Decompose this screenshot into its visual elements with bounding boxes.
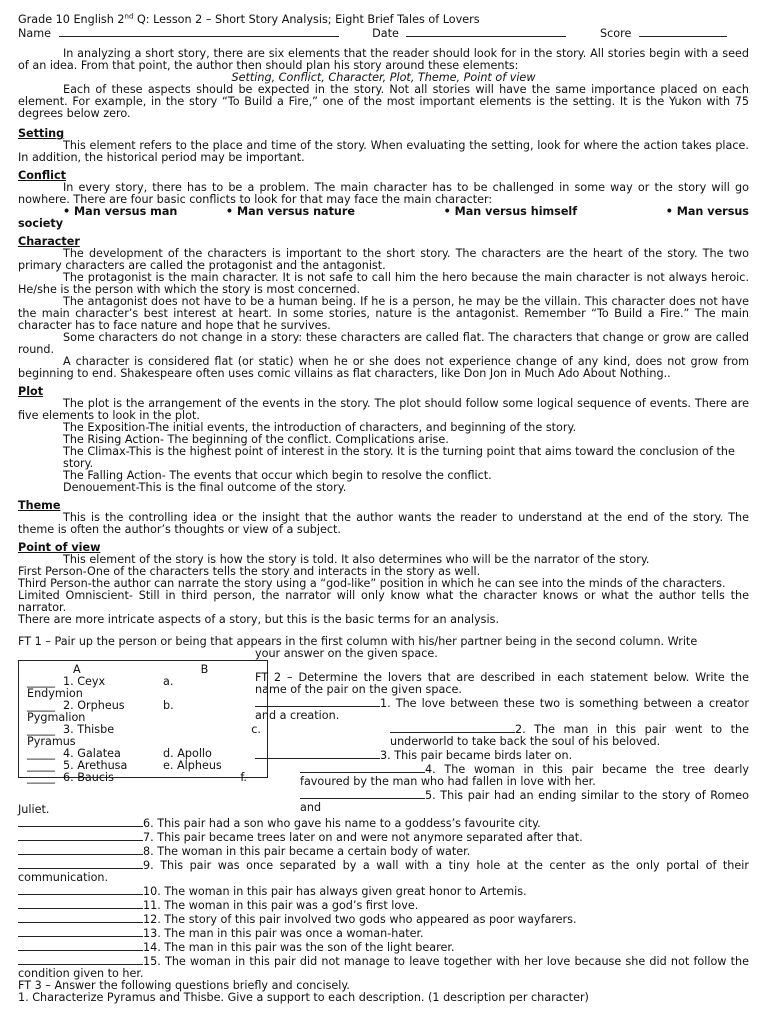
ft1-answer-blank[interactable]: _____ xyxy=(27,723,55,736)
ft1-item-b-wrap: Pyramus xyxy=(27,735,76,748)
ft2-instruction: FT 2 – Determine the lovers that are described in each statement below. Write the name of the pair on the given space. xyxy=(255,671,749,696)
ft2-item: 14. The man in this pair was the son of the light bearer. xyxy=(18,940,749,954)
ft1-item-b: f. xyxy=(240,771,247,784)
date-field[interactable] xyxy=(406,26,566,37)
plot-paragraph: The plot is the arrangement of the events in the story. The plot should follow some logical sequence of events. There are five elements to look in the plot. xyxy=(18,397,749,422)
plot-item: The Exposition-The initial events, the introduction of characters, and beginning of the story. xyxy=(63,421,577,434)
score-label: Score xyxy=(600,27,632,40)
ft2-answer-blank[interactable] xyxy=(18,884,143,895)
character-paragraph-2: The protagonist is the main character. It is not safe to call him the hero because the main character is not always heroic. He/she is the person with which the story is most concerned. xyxy=(18,271,749,296)
ft1-answer-blank[interactable]: _____ xyxy=(27,759,55,772)
ft2-item: 8. The woman in this pair became a certain body of water. xyxy=(18,844,749,858)
plot-item: The Climax-This is the highest point of interest in the story. It is the turning point that aims toward the conclusion of the story. xyxy=(63,445,735,470)
ft1-item-b-wrap: Pygmalion xyxy=(27,711,86,724)
ft2-answer-blank[interactable] xyxy=(18,940,143,951)
ft1-item-b: e. Alpheus xyxy=(163,759,222,772)
ft1-answer-blank[interactable]: _____ xyxy=(27,675,55,688)
plot-item: The Falling Action- The events that occur which begin to resolve the conflict. xyxy=(63,469,492,482)
ft2-item: 3. This pair became birds later on. xyxy=(255,748,749,762)
ft2-item: 2. The man in this pair went to the underworld to take back the soul of his beloved. xyxy=(390,723,749,748)
pov-limited: Limited Omniscient- Still in third person, the narrator will only know what the character knows or what the author tells the narrator. xyxy=(18,589,749,614)
ft3-question-1: 1. Characterize Pyramus and Thisbe. Give a support to each description. (1 description per character) xyxy=(18,991,589,1004)
pov-paragraph: This element of the story is how the story is told. It also determines who will be the narrator of the story. xyxy=(63,553,650,566)
conflict-types xyxy=(18,206,749,218)
pov-heading: Point of view xyxy=(18,541,101,554)
character-paragraph-1: The development of the characters is important to the short story. The characters are the heart of the story. The two primary characters are called the protagonist and the antagonist. xyxy=(18,247,749,272)
ft1-item-a: 2. Orpheus xyxy=(63,699,125,712)
ft2-answer-blank[interactable] xyxy=(18,830,143,841)
ft1-item-b-wrap: Endymion xyxy=(27,687,83,700)
plot-heading: Plot xyxy=(18,385,44,398)
ft2-answer-blank[interactable] xyxy=(18,816,143,827)
ft1-matching-box xyxy=(18,660,268,784)
plot-item: The Rising Action- The beginning of the conflict. Complications arise. xyxy=(63,433,449,446)
ft2-item: 6. This pair had a son who gave his name to a goddess’s favourite city. xyxy=(18,816,749,830)
ft2-item: 7. This pair became trees later on and were not anymore separated after that. xyxy=(18,830,749,844)
pov-first-person: First Person-One of the characters tells the story and interacts in the story as well. xyxy=(18,565,481,578)
ft2-answer-blank[interactable] xyxy=(18,858,143,869)
ft1-col-b: B xyxy=(200,663,209,676)
intro-paragraph: In analyzing a short story, there are six elements that the reader should look for in the story. All stories begin with a seed of an idea. From that point, the author then should plan his story around these elements: xyxy=(18,47,749,72)
ft2-item: 13. The man in this pair was once a woman-hater. xyxy=(18,926,749,940)
ft2-item: 4. The woman in this pair became the tree dearly favoured by the man who had fallen in love with her. xyxy=(300,763,749,788)
pov-more: There are more intricate aspects of a story, but this is the basic terms for an analysis. xyxy=(18,613,500,626)
ft2-item: 10. The woman in this pair has always given great honor to Artemis. xyxy=(18,884,749,898)
ft2-answer-blank[interactable] xyxy=(255,696,380,707)
ft2-answer-blank[interactable] xyxy=(300,788,425,799)
ft1-col-a: A xyxy=(73,663,81,676)
ft2-answer-blank[interactable] xyxy=(18,912,143,923)
worksheet-page xyxy=(18,14,749,1004)
name-date-score-line xyxy=(18,26,749,40)
ft1-item-a: 4. Galatea xyxy=(63,747,121,760)
setting-paragraph: This element refers to the place and time of the story. When evaluating the setting, look for where the action takes place. In addition, the historical period may be important. xyxy=(18,139,749,164)
conflict-man-vs-man: • Man versus man xyxy=(63,205,178,218)
theme-heading: Theme xyxy=(18,499,61,512)
pov-third-person: Third Person-the author can narrate the story using a “god-like” position in which he can see into the minds of the characters. xyxy=(18,577,726,590)
character-heading: Character xyxy=(18,235,80,248)
conflict-heading: Conflict xyxy=(18,169,66,182)
intro-paragraph-2: Each of these aspects should be expected in the story. Not all stories will have the same importance placed on each element. For example, in the story “To Build a Fire,” one of the most important elements is the setting. It is the Yukon with 75 degrees below zero. xyxy=(18,83,749,120)
ft2-answer-blank[interactable] xyxy=(18,844,143,855)
worksheet-title: Grade 10 English 2nd Q: Lesson 2 – Short Story Analysis; Eight Brief Tales of Lovers xyxy=(18,12,480,26)
theme-paragraph: This is the controlling idea or the insight that the author wants the reader to understand at the end of the story. The theme is often the author’s thoughts or view of a subject. xyxy=(18,511,749,536)
ft2-answer-blank[interactable] xyxy=(255,748,380,759)
date-label: Date xyxy=(372,27,399,40)
character-paragraph-5: A character is considered flat (or static) when he or she does not experience change of any kind, does not grow from beginning to end. Shakespeare often uses comic villains as flat characters, like Don Jon in Much Ado About Nothing.. xyxy=(18,355,749,380)
conflict-man-vs-himself: • Man versus himself xyxy=(443,205,578,218)
ft1-item-b: c. xyxy=(251,723,261,736)
ft1-item-b: a. xyxy=(163,675,174,688)
ft3-instruction: FT 3 – Answer the following questions briefly and concisely. xyxy=(18,979,350,992)
ft1-answer-blank[interactable]: _____ xyxy=(27,747,55,760)
ft2-item: 9. This pair was once separated by a wall with a tiny hole at the center as the only portal of their communication. xyxy=(18,859,749,884)
ft1-instruction-wrap: your answer on the given space. xyxy=(255,647,438,660)
ft2-item: 11. The woman in this pair was a god’s first love. xyxy=(18,898,749,912)
ft2-answer-blank[interactable] xyxy=(18,898,143,909)
ft2-answer-blank[interactable] xyxy=(18,954,143,965)
conflict-society-wrap: society xyxy=(18,217,64,230)
ft2-item: 5. This pair had an ending similar to the story of Romeo and xyxy=(300,789,749,814)
elements-list: Setting, Conflict, Character, Plot, Theme, Point of view xyxy=(231,71,536,84)
ft1-answer-blank[interactable]: _____ xyxy=(27,771,55,784)
conflict-paragraph: In every story, there has to be a problem. The main character has to be challenged in some way or the story will go nowhere. There are four basic conflicts to look for that may face the main character: xyxy=(18,181,749,206)
score-field[interactable] xyxy=(639,26,727,37)
ft1-row xyxy=(27,772,261,784)
ft1-row xyxy=(27,700,261,724)
ft1-item-a: 1. Ceyx xyxy=(63,675,106,688)
ft1-item-a: 6. Baucis xyxy=(63,771,114,784)
ft2-answer-blank[interactable] xyxy=(390,722,515,733)
conflict-man-vs-society: • Man versus xyxy=(665,205,749,218)
ft1-row xyxy=(27,676,261,700)
ft2-item: 12. The story of this pair involved two gods who appeared as poor wayfarers. xyxy=(18,912,749,926)
ft2-item: 15. The woman in this pair did not manage to leave together with her love because she did not follow the condition given to her. xyxy=(18,955,749,980)
ft1-item-a: 5. Arethusa xyxy=(63,759,128,772)
setting-heading: Setting xyxy=(18,127,65,140)
ft2-item-5-wrap: Juliet. xyxy=(18,803,50,816)
ft2-answer-blank[interactable] xyxy=(300,762,425,773)
conflict-man-vs-nature: • Man versus nature xyxy=(225,205,355,218)
ft2-item: 1. The love between these two is something between a creator and a creation. xyxy=(255,697,749,722)
character-paragraph-3: The antagonist does not have to be a human being. If he is a person, he may be the villain. This character does not have the main character’s best interest at heart. In some stories, nature is the antagonist. Remember “To Build a Fire.” The main character has to face nature and hope that he survives. xyxy=(18,295,749,332)
ft1-row xyxy=(27,724,261,748)
ft2-section xyxy=(255,672,749,814)
character-paragraph-4: Some characters do not change in a story: these characters are called flat. The characters that change or grow are called round. xyxy=(18,331,749,356)
ft1-answer-blank[interactable]: _____ xyxy=(27,699,55,712)
ft2-answer-blank[interactable] xyxy=(18,926,143,937)
ft1-item-b: b. xyxy=(163,699,174,712)
ft1-item-b: d. Apollo xyxy=(163,747,212,760)
name-field[interactable] xyxy=(59,26,339,37)
name-label: Name xyxy=(18,27,52,40)
ft1-item-a: 3. Thisbe xyxy=(63,723,115,736)
ft1-instruction: FT 1 – Pair up the person or being that appears in the first column with his/her partner being in the second column. Write xyxy=(18,635,698,648)
plot-item: Denouement-This is the final outcome of the story. xyxy=(63,481,347,494)
